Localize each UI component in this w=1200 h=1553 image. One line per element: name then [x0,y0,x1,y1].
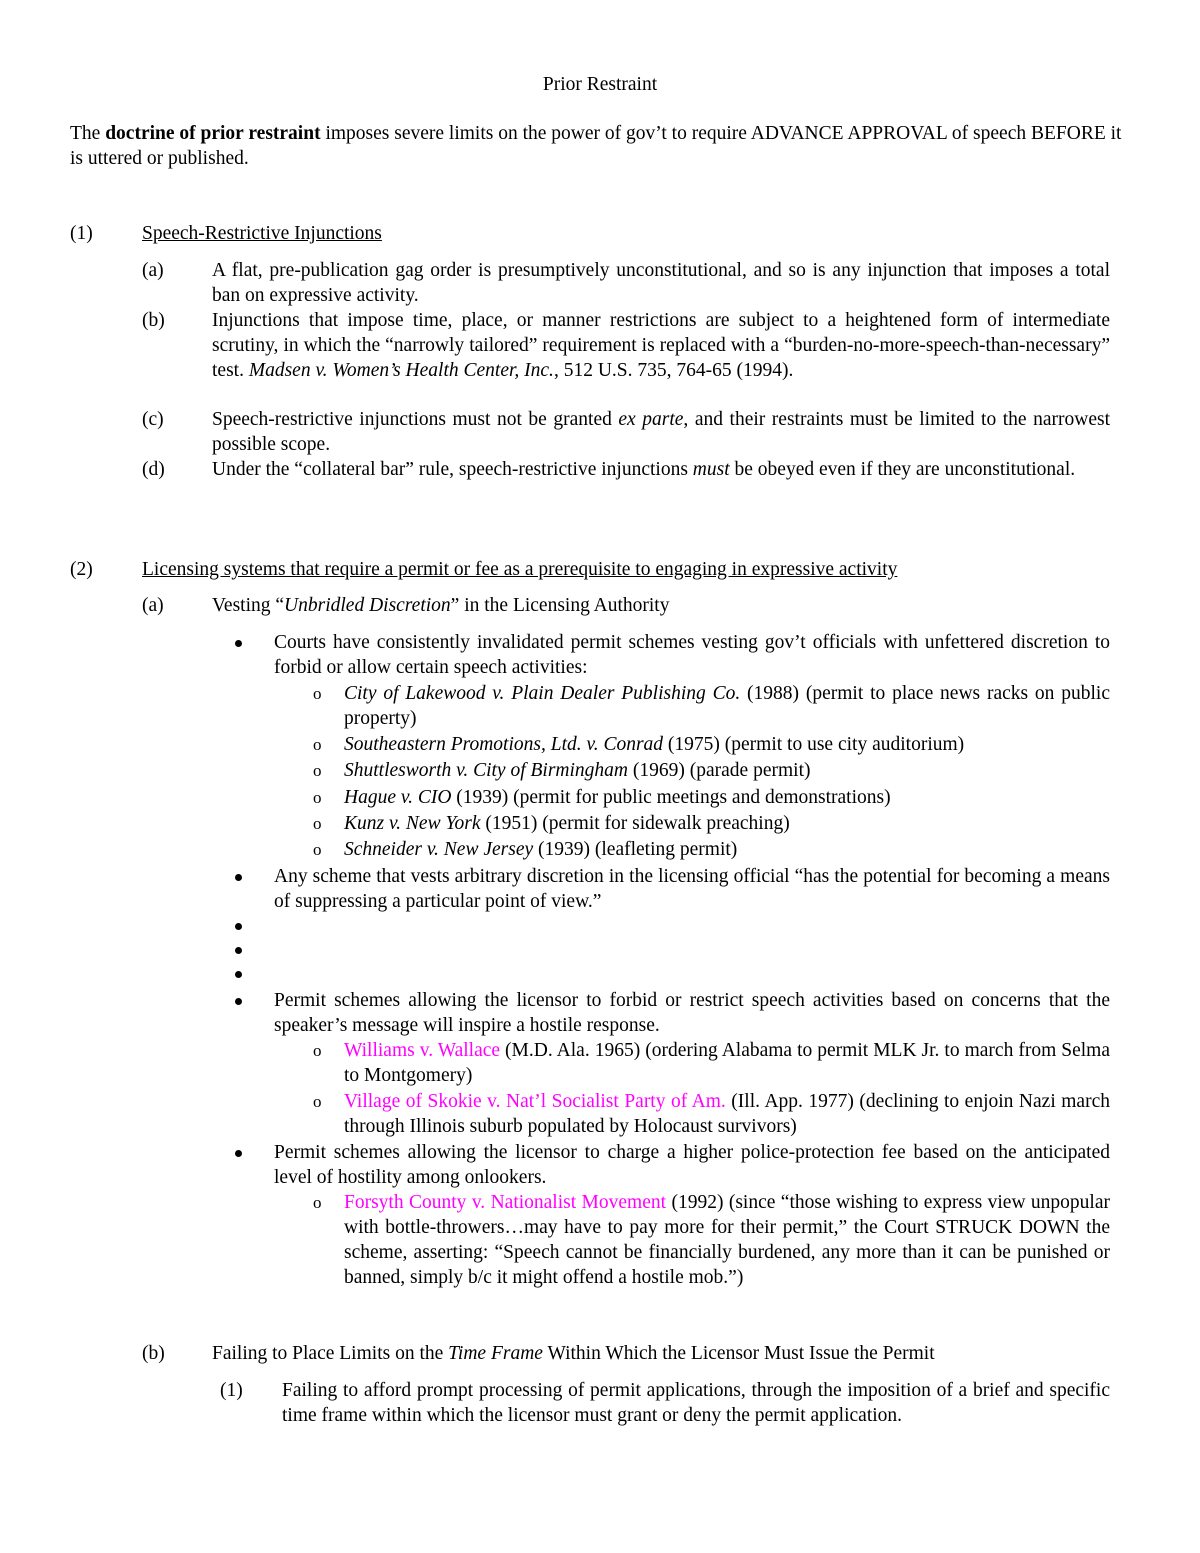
case-list-item: o Village of Skokie v. Nat’l Socialist Party of Am. (Ill. App. 1977) (declining to enjoin Nazi march through Illinois suburb populated by Holocaust survivors) [313,1091,1110,1137]
case-list-item: o City of Lakewood v. Plain Dealer Publishing Co. (1988) (permit to place news racks on public property) [313,683,1110,729]
circle-bullet-icon: o [313,788,322,807]
bullet-item: Permit schemes allowing the licensor to charge a higher police-protection fee based on the anticipated level of hostility among onlookers. [230,1140,1110,1190]
circle-bullet-icon: o [313,684,322,703]
case-link[interactable]: Village of Skokie v. Nat’l Socialist Party of Am. [344,1091,726,1112]
bullet-icon [235,998,242,1005]
bullet-icon [235,640,242,647]
bullet-icon [235,923,242,930]
case-list-item: o Shuttlesworth v. City of Birmingham (1969) (parade permit) [313,760,811,781]
circle-bullet-icon: o [313,735,322,754]
case-list-item: o Schneider v. New Jersey (1939) (leafleting permit) [313,839,738,860]
bullet-icon [235,971,242,978]
circle-bullet-icon: o [313,761,322,780]
case-link[interactable]: Williams v. Wallace [344,1040,501,1061]
section-2-item-b-1: (1) Failing to afford prompt processing of permit applications, through the imposition of a brief and specific time frame within which the licensor must grant or deny the permit application. [220,1380,1110,1426]
section-2-item-a: (a) Vesting “Unbridled Discretion” in the Licensing Authority [142,595,670,616]
case-link[interactable]: Forsyth County v. Nationalist Movement [344,1192,667,1213]
section-1-item-b: (b) Injunctions that impose time, place, or manner restrictions are subject to a heightened form of intermediate scrutiny, in which the “narrowly tailored” requirement is replaced with a “burden-no-more-speech-than-necessary” test. Madsen v. Women’s Health Center, Inc., 512 U.S. 735, 764-65 (1994). [142,310,1110,381]
bullet-icon [235,874,242,881]
bullet-icon [235,947,242,954]
case-list-item: o Southeastern Promotions, Ltd. v. Conrad (1975) (permit to use city auditorium) [313,734,965,755]
section-2-item-b: (b) Failing to Place Limits on the Time Frame Within Which the Licensor Must Issue the Permit [142,1343,935,1364]
bullet-icon [235,1150,242,1157]
bullet-item: Any scheme that vests arbitrary discretion in the licensing official “has the potential for becoming a means of suppressing a particular point of view.” [230,864,1110,914]
intro-paragraph: The doctrine of prior restraint imposes severe limits on the power of gov’t to require ADVANCE APPROVAL of speech BEFORE it is uttered or published. [70,123,1122,169]
circle-bullet-icon: o [313,1041,322,1060]
page-title: Prior Restraint [542,74,658,95]
case-list-item: o Hague v. CIO (1939) (permit for public meetings and demonstrations) [313,787,891,808]
circle-bullet-icon: o [313,1193,322,1212]
circle-bullet-icon: o [313,1092,322,1111]
case-list-item: o Kunz v. New York (1951) (permit for sidewalk preaching) [313,813,790,834]
circle-bullet-icon: o [313,814,322,833]
section-1-item-c: (c) Speech-restrictive injunctions must not be granted ex parte, and their restraints must be limited to the narrowest possible scope. [142,409,1110,455]
intro-bold-term: doctrine of prior restraint [105,123,321,144]
bullet-item: Courts have consistently invalidated permit schemes vesting gov’t officials with unfettered discretion to forbid or allow certain speech activities: [230,630,1110,680]
case-list-item: o Williams v. Wallace (M.D. Ala. 1965) (ordering Alabama to permit MLK Jr. to march from Selma to Montgomery) [313,1040,1111,1086]
case-citation: Madsen v. Women’s Health Center, Inc. [248,360,554,381]
circle-bullet-icon: o [313,840,322,859]
bullet-item: Permit schemes allowing the licensor to forbid or restrict speech activities based on concerns that the speaker’s message will inspire a hostile response. [230,988,1110,1038]
section-1-item-a: (a) A flat, pre-publication gag order is presumptively unconstitutional, and so is any injunction that imposes a total ban on expressive activity. [142,260,1110,306]
case-list-item: o Forsyth County v. Nationalist Movement (1992) (since “those wishing to express view unpopular with bottle-throwers…may have to pay more for their permit,” the Court STRUCK DOWN the scheme, asserting: “Speech cannot be financially burdened, any more than it can be punished or banned, simply b/c it might offend a hostile mob.”) [313,1192,1110,1288]
section-1-item-d: (d) Under the “collateral bar” rule, speech-restrictive injunctions must be obeyed even if they are unconstitutional. [142,459,1076,480]
